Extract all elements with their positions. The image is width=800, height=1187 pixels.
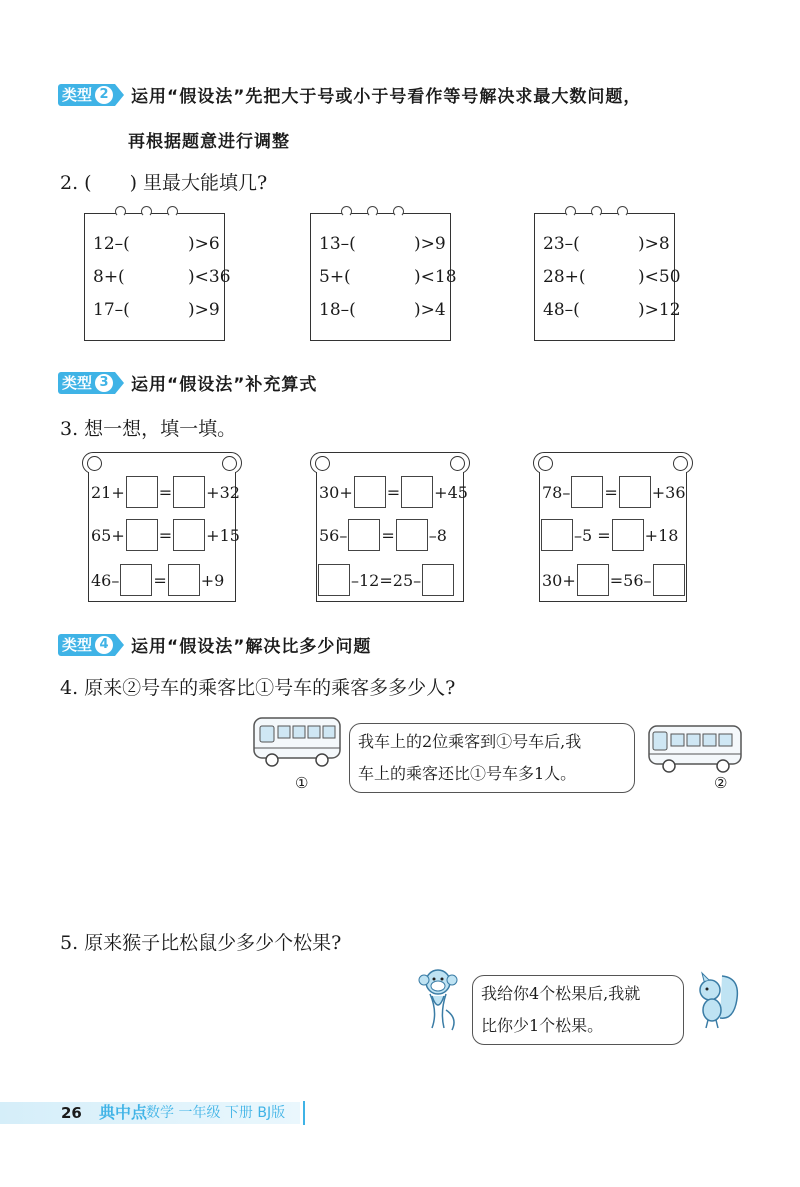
footer-divider (303, 1101, 305, 1125)
ring-icon (617, 206, 628, 217)
q5-title: 5. 原来猴子比松鼠少多少个松果? (60, 932, 342, 954)
q3-scroll-1: 21+ = +32 65+ = +15 46– = +9 (82, 452, 242, 602)
type3-badge: 类型 3 (58, 372, 115, 394)
answer-box[interactable] (126, 519, 158, 551)
answer-box[interactable] (401, 476, 433, 508)
q2-card-1: 12–( )>6 8+( )<36 17–( )>9 (84, 213, 225, 341)
answer-box[interactable] (422, 564, 454, 596)
answer-box[interactable] (396, 519, 428, 551)
type2-text: 运用“假设法”先把大于号或小于号看作等号解决求最大数问题， (131, 87, 642, 107)
q3-scroll-3: 78– = +36 –5 = +18 30+ =56– (533, 452, 693, 602)
answer-box[interactable] (354, 476, 386, 508)
scroll-roll (310, 452, 470, 474)
q3-scroll-2: 30+ = +45 56– = –8 –12=25– (310, 452, 470, 602)
answer-box[interactable] (541, 519, 573, 551)
scroll-roll (533, 452, 693, 474)
q4-title: 4. 原来②号车的乘客比①号车的乘客多多少人? (60, 677, 456, 699)
bus-1-label: ① (295, 774, 309, 792)
page-number: 26 (61, 1104, 82, 1122)
q3-title: 3. 想一想，填一填。 (60, 418, 237, 440)
ring-icon (141, 206, 152, 217)
answer-box[interactable] (173, 476, 205, 508)
type4-heading (58, 632, 371, 657)
ring-icon (591, 206, 602, 217)
monkey-icon (414, 966, 462, 1036)
q4-speech-bubble: 我车上的2位乘客到①号车后,我 车上的乘客还比①号车多1人。 (349, 723, 635, 793)
type3-text: 运用“假设法”补充算式 (131, 375, 318, 395)
answer-box[interactable] (120, 564, 152, 596)
answer-box[interactable] (173, 519, 205, 551)
bus-2-icon (645, 722, 745, 778)
type3-heading (58, 370, 317, 395)
type2-text-line2: 再根据题意进行调整 (128, 132, 290, 152)
type2-badge: 类型 2 (58, 84, 115, 106)
answer-box[interactable] (577, 564, 609, 596)
bus-1-icon (250, 714, 345, 774)
footer-title: 数学 一年级 下册 BJ版 (146, 1105, 286, 1121)
type4-badge: 类型 4 (58, 634, 115, 656)
q2-card-2: 13–( )>9 5+( )<18 18–( )>4 (310, 213, 451, 341)
bus-2-label: ② (714, 774, 728, 792)
answer-box[interactable] (348, 519, 380, 551)
q2-title: 2. ( ) 里最大能填几? (60, 172, 268, 194)
scroll-roll (82, 452, 242, 474)
ring-icon (565, 206, 576, 217)
answer-box[interactable] (619, 476, 651, 508)
answer-box[interactable] (612, 519, 644, 551)
type4-text: 运用“假设法”解决比多少问题 (131, 637, 372, 657)
ring-icon (167, 206, 178, 217)
q5-speech-bubble: 我给你4个松果后,我就 比你少1个松果。 (472, 975, 684, 1045)
ring-icon (393, 206, 404, 217)
answer-box[interactable] (126, 476, 158, 508)
squirrel-icon (692, 968, 742, 1030)
answer-box[interactable] (653, 564, 685, 596)
answer-box[interactable] (318, 564, 350, 596)
type2-heading (58, 82, 641, 107)
ring-icon (367, 206, 378, 217)
ring-icon (115, 206, 126, 217)
answer-box[interactable] (168, 564, 200, 596)
footer-logo: 典中点 (99, 1103, 148, 1122)
q2-card-3: 23–( )>8 28+( )<50 48–( )>12 (534, 213, 675, 341)
answer-box[interactable] (571, 476, 603, 508)
ring-icon (341, 206, 352, 217)
